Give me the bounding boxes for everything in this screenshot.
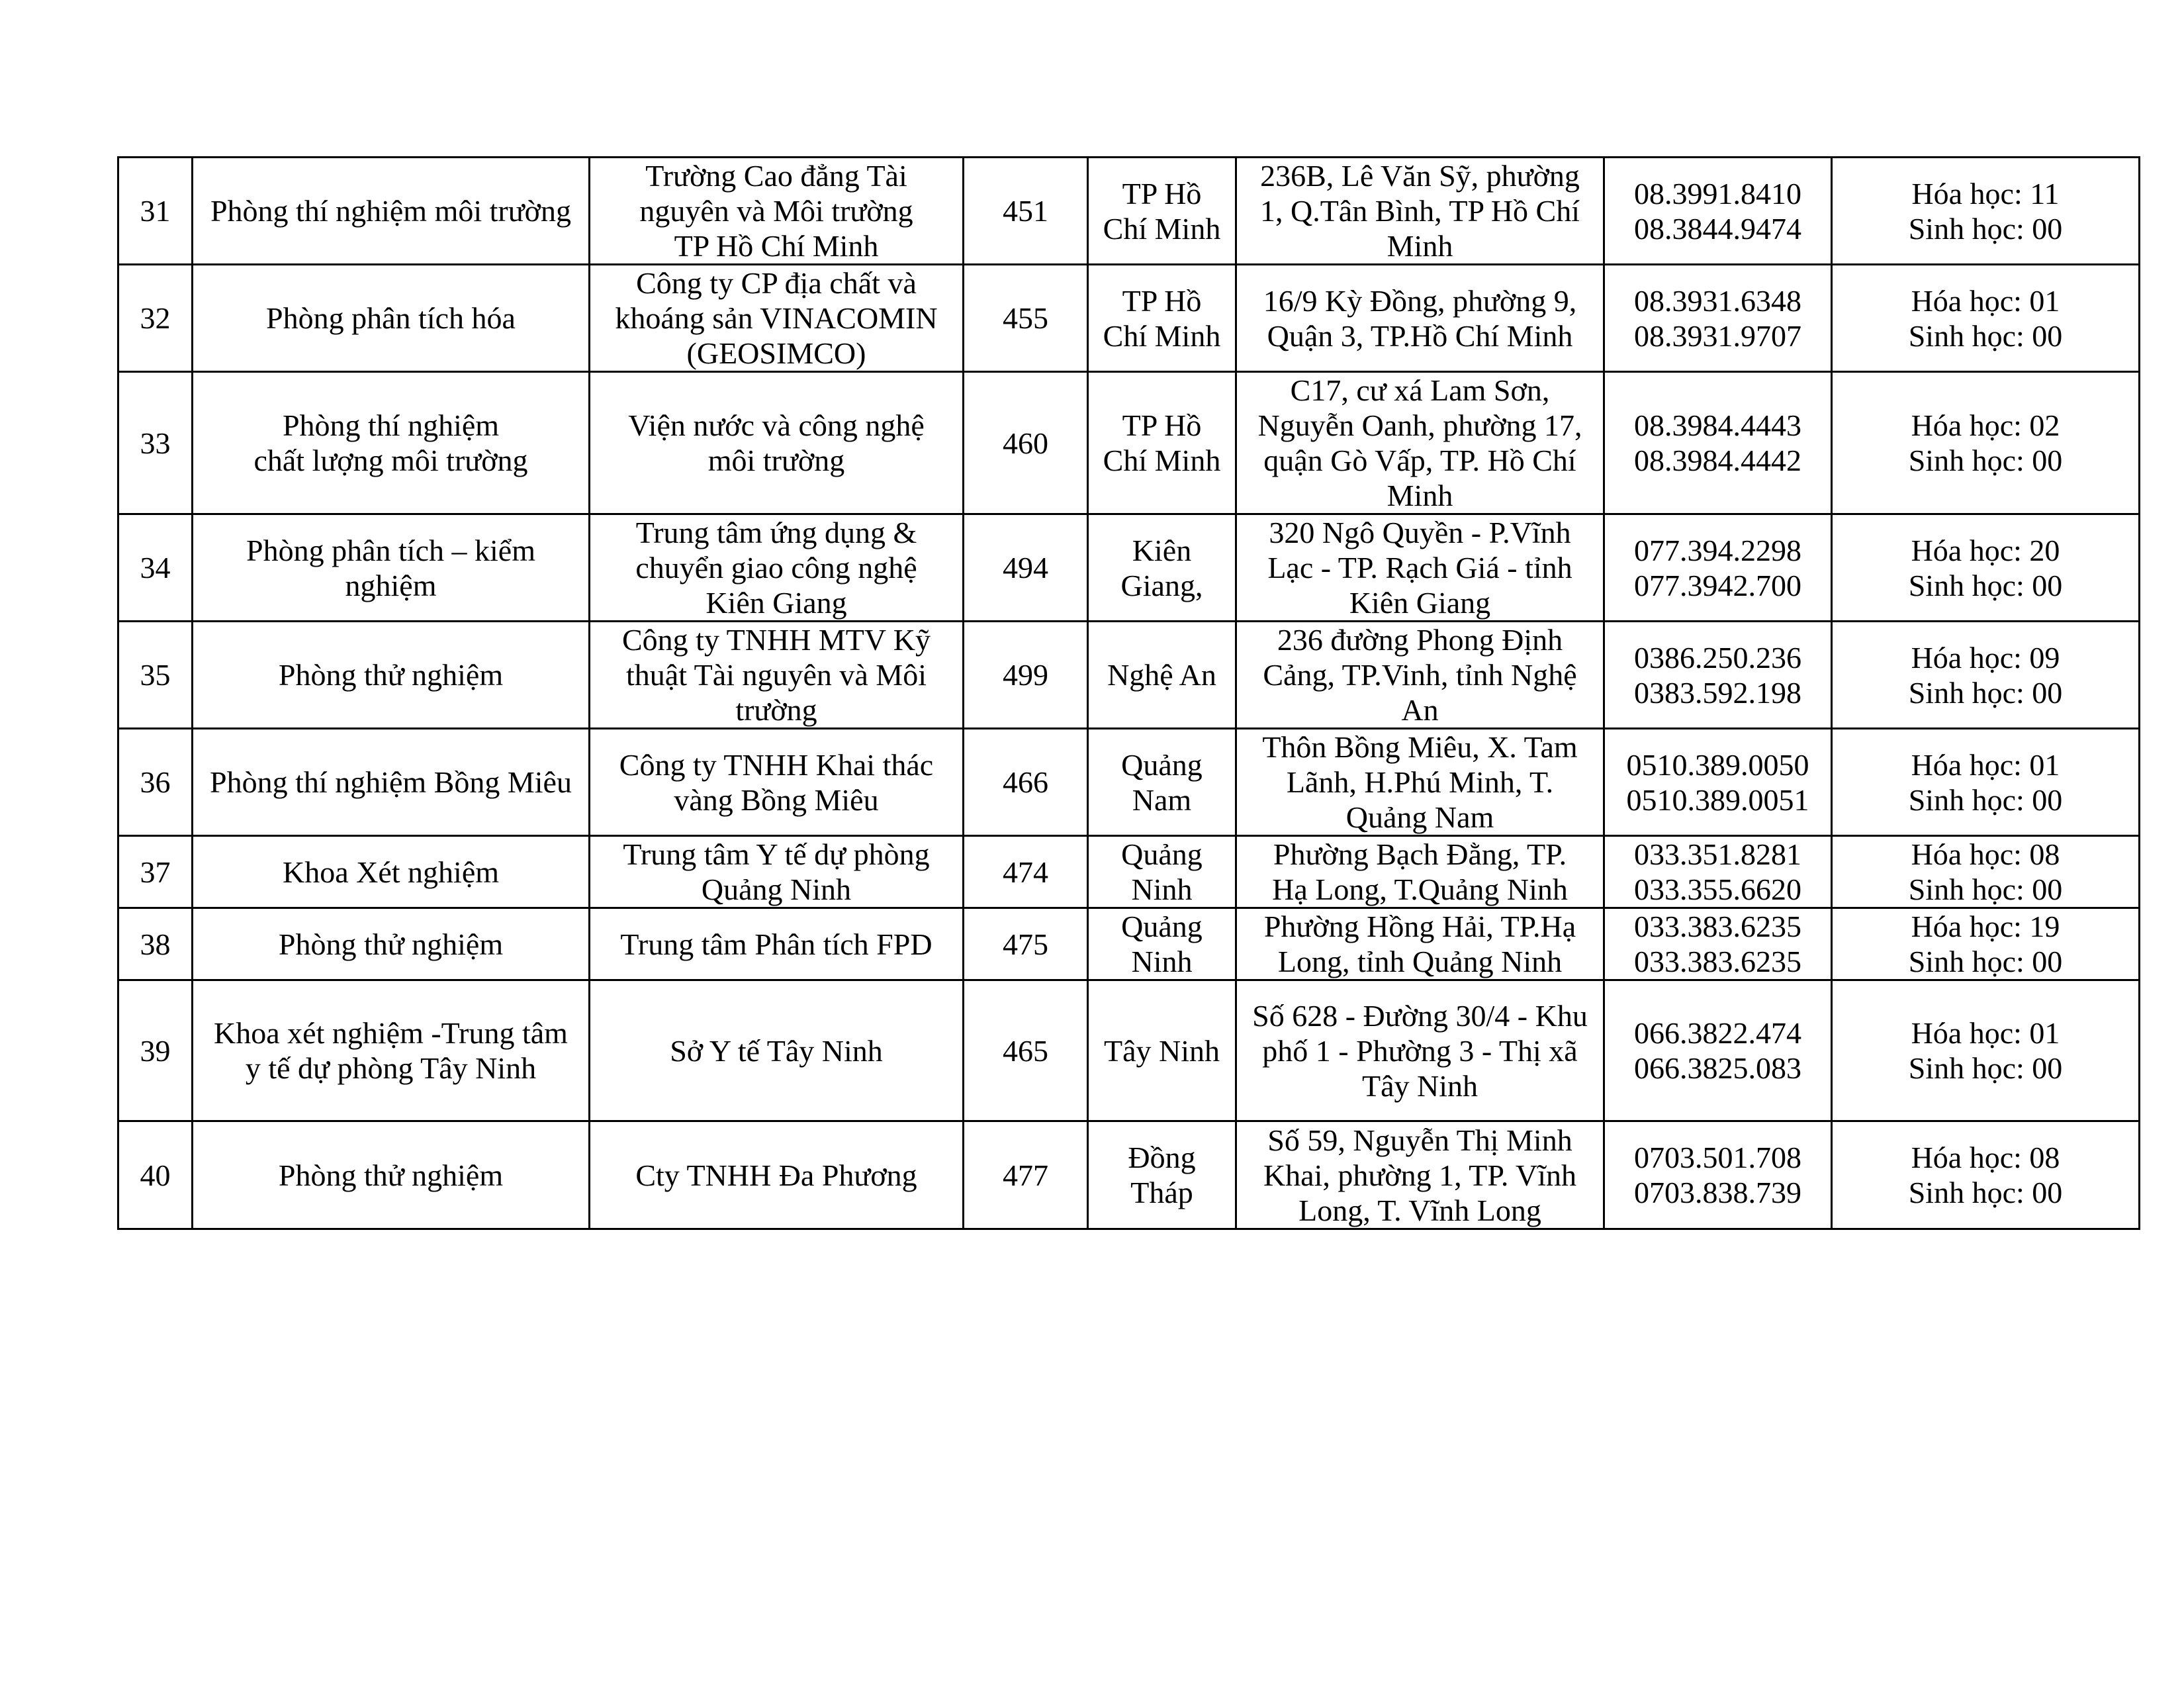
lab-name-cell: [193, 908, 590, 980]
lab-name-line: y tế dự phòng Tây Ninh: [245, 1051, 537, 1085]
address-line: 236B, Lê Văn Sỹ, phường: [1260, 159, 1580, 193]
code-cell: 477: [964, 1121, 1088, 1229]
lab-name-line: Phòng thử nghiệm: [278, 658, 504, 692]
phone-cell: [1604, 908, 1832, 980]
test-fields-cell: [1832, 622, 2140, 729]
test-fields-line: Sinh học: 00: [1908, 568, 2063, 602]
address-line: 16/9 Kỳ Đồng, phường 9,: [1263, 283, 1577, 318]
lab-name-cell: [193, 980, 590, 1121]
province-line: Chí Minh: [1103, 211, 1221, 246]
test-fields-line: Hóa học: 20: [1911, 533, 2060, 567]
test-fields-line: Hóa học: 19: [1911, 910, 2060, 943]
address-line: quận Gò Vấp, TP. Hồ Chí: [1263, 444, 1576, 477]
table-row: [118, 265, 2140, 372]
organization-line: Cty TNHH Đa Phương: [635, 1158, 917, 1192]
address-line: Tây Ninh: [1361, 1068, 1478, 1103]
code-cell: 494: [964, 514, 1088, 622]
address-line: Lạc - TP. Rạch Giá - tỉnh: [1267, 551, 1572, 585]
row-number-cell: 34: [118, 514, 193, 622]
phone-cell: [1604, 372, 1832, 514]
province-line: Giang,: [1120, 568, 1203, 602]
address-line: Minh: [1387, 479, 1453, 512]
test-fields-cell: [1832, 514, 2140, 622]
test-fields-cell: [1832, 265, 2140, 372]
table-row: [118, 729, 2140, 836]
phone-line: 0510.389.0050: [1626, 747, 1809, 782]
address-cell: [1236, 980, 1604, 1121]
organization-cell: [590, 836, 964, 908]
address-line: Cảng, TP.Vinh, tỉnh Nghệ: [1263, 658, 1577, 692]
address-cell: [1236, 836, 1604, 908]
phone-cell: [1604, 514, 1832, 622]
phone-line: 033.383.6235: [1634, 945, 1801, 978]
organization-line: Quảng Ninh: [701, 872, 852, 906]
test-fields-cell: [1832, 729, 2140, 836]
organization-line: thuật Tài nguyên và Môi: [626, 658, 927, 692]
phone-line: 077.394.2298: [1634, 533, 1801, 567]
organization-line: chuyển giao công nghệ: [635, 551, 917, 585]
test-fields-cell: [1832, 372, 2140, 514]
lab-name-line: nghiệm: [345, 568, 437, 602]
table-row: [118, 158, 2140, 265]
test-fields-line: Sinh học: 00: [1908, 211, 2063, 246]
table-row: [118, 836, 2140, 908]
organization-line: nguyên và Môi trường: [639, 194, 913, 228]
address-line: Lãnh, H.Phú Minh, T.: [1286, 765, 1554, 799]
organization-line: (GEOSIMCO): [686, 336, 866, 370]
phone-line: 0383.592.198: [1634, 675, 1801, 710]
phone-cell: [1604, 729, 1832, 836]
address-cell: [1236, 158, 1604, 265]
lab-name-line: Phòng thí nghiệm: [282, 408, 500, 442]
province-cell: [1088, 158, 1236, 265]
address-line: Quận 3, TP.Hồ Chí Minh: [1267, 318, 1573, 353]
phone-line: 0703.838.739: [1634, 1176, 1801, 1209]
test-fields-line: Hóa học: 01: [1911, 283, 2060, 318]
organization-line: Công ty TNHH MTV Kỹ: [622, 623, 931, 657]
organization-cell: [590, 158, 964, 265]
organization-line: môi trường: [707, 444, 845, 477]
province-line: Kiên: [1132, 533, 1192, 567]
organization-cell: [590, 622, 964, 729]
organization-line: Trường Cao đẳng Tài: [645, 159, 907, 193]
test-fields-cell: [1832, 908, 2140, 980]
province-line: TP Hồ: [1122, 176, 1202, 211]
organization-line: Viện nước và công nghệ: [628, 408, 925, 442]
phone-cell: [1604, 980, 1832, 1121]
test-fields-line: Hóa học: 08: [1911, 837, 2060, 871]
organization-line: TP Hồ Chí Minh: [674, 229, 879, 263]
lab-name-line: Phòng thí nghiệm Bồng Miêu: [210, 765, 572, 799]
phone-cell: [1604, 1121, 1832, 1229]
test-fields-cell: [1832, 836, 2140, 908]
province-line: Quảng: [1121, 837, 1203, 871]
lab-name-cell: [193, 372, 590, 514]
address-line: Long, tỉnh Quảng Ninh: [1277, 945, 1563, 978]
code-cell: 465: [964, 980, 1088, 1121]
phone-line: 033.351.8281: [1634, 837, 1801, 871]
phone-line: 08.3991.8410: [1634, 176, 1801, 211]
lab-name-cell: [193, 729, 590, 836]
phone-line: 033.383.6235: [1634, 910, 1801, 943]
address-line: Khai, phường 1, TP. Vĩnh: [1263, 1158, 1577, 1192]
province-cell: [1088, 1121, 1236, 1229]
test-fields-line: Sinh học: 00: [1908, 872, 2063, 906]
phone-line: 0703.501.708: [1634, 1141, 1801, 1174]
phone-line: 08.3984.4442: [1634, 444, 1801, 477]
organization-cell: [590, 372, 964, 514]
address-cell: [1236, 514, 1604, 622]
organization-cell: [590, 514, 964, 622]
lab-name-line: Khoa xét nghiệm -Trung tâm: [214, 1016, 568, 1050]
address-line: 320 Ngô Quyền - P.Vĩnh: [1269, 516, 1571, 549]
organization-line: Công ty TNHH Khai thác: [619, 747, 934, 782]
province-line: Quảng: [1121, 910, 1203, 943]
organization-line: trường: [735, 693, 817, 727]
address-cell: [1236, 1121, 1604, 1229]
province-line: Nam: [1132, 782, 1192, 817]
address-cell: [1236, 622, 1604, 729]
organization-cell: [590, 729, 964, 836]
laboratory-table: [117, 156, 2140, 1230]
phone-line: 077.3942.700: [1634, 568, 1801, 602]
phone-line: 066.3822.474: [1634, 1016, 1801, 1050]
address-line: Phường Hồng Hải, TP.Hạ: [1263, 910, 1576, 943]
organization-line: Trung tâm ứng dụng &: [635, 516, 917, 549]
row-number-cell: 33: [118, 372, 193, 514]
organization-cell: [590, 908, 964, 980]
address-line: 236 đường Phong Định: [1277, 623, 1563, 657]
organization-cell: [590, 265, 964, 372]
address-line: An: [1401, 693, 1439, 727]
phone-cell: [1604, 158, 1832, 265]
test-fields-line: Hóa học: 02: [1911, 408, 2060, 442]
test-fields-line: Hóa học: 01: [1911, 747, 2060, 782]
lab-name-cell: [193, 514, 590, 622]
province-cell: [1088, 836, 1236, 908]
address-line: Nguyễn Oanh, phường 17,: [1257, 408, 1582, 442]
province-cell: [1088, 514, 1236, 622]
lab-name-line: Phòng thí nghiệm môi trường: [210, 194, 572, 228]
phone-line: 0386.250.236: [1634, 640, 1801, 675]
lab-name-cell: [193, 265, 590, 372]
address-line: C17, cư xá Lam Sơn,: [1290, 373, 1550, 407]
phone-line: 08.3984.4443: [1634, 408, 1801, 442]
address-line: Thôn Bồng Miêu, X. Tam: [1262, 730, 1578, 764]
row-number-cell: 35: [118, 622, 193, 729]
table-row: [118, 980, 2140, 1121]
organization-line: vàng Bồng Miêu: [674, 782, 879, 817]
lab-name-cell: [193, 158, 590, 265]
code-cell: 499: [964, 622, 1088, 729]
test-fields-line: Sinh học: 00: [1908, 945, 2063, 978]
province-cell: [1088, 265, 1236, 372]
province-cell: [1088, 729, 1236, 836]
province-line: Tây Ninh: [1103, 1033, 1220, 1068]
row-number-cell: 31: [118, 158, 193, 265]
province-cell: [1088, 372, 1236, 514]
table-row: [118, 622, 2140, 729]
code-cell: 474: [964, 836, 1088, 908]
organization-line: Trung tâm Phân tích FPD: [620, 927, 933, 961]
province-line: Chí Minh: [1103, 318, 1221, 353]
address-line: Long, T. Vĩnh Long: [1298, 1193, 1541, 1227]
address-cell: [1236, 729, 1604, 836]
organization-line: Sở Y tế Tây Ninh: [670, 1033, 883, 1068]
address-line: Quảng Nam: [1345, 800, 1494, 834]
row-number-cell: 36: [118, 729, 193, 836]
phone-line: 0510.389.0051: [1626, 782, 1809, 817]
province-line: Chí Minh: [1103, 444, 1221, 477]
province-line: Nghệ An: [1107, 658, 1216, 692]
table-row: [118, 372, 2140, 514]
province-line: TP Hồ: [1122, 408, 1202, 442]
province-line: Ninh: [1131, 872, 1193, 906]
test-fields-line: Sinh học: 00: [1908, 444, 2063, 477]
table-row: [118, 514, 2140, 622]
address-cell: [1236, 908, 1604, 980]
lab-name-cell: [193, 1121, 590, 1229]
address-line: Số 628 - Đường 30/4 - Khu: [1252, 998, 1588, 1033]
province-line: Tháp: [1130, 1176, 1193, 1209]
organization-line: Kiên Giang: [705, 586, 847, 620]
province-cell: [1088, 980, 1236, 1121]
organization-cell: [590, 1121, 964, 1229]
phone-line: 066.3825.083: [1634, 1051, 1801, 1085]
test-fields-line: Hóa học: 11: [1911, 176, 2060, 211]
test-fields-cell: [1832, 158, 2140, 265]
lab-name-line: Khoa Xét nghiệm: [282, 855, 500, 889]
test-fields-line: Hóa học: 01: [1911, 1016, 2060, 1050]
address-line: Kiên Giang: [1349, 586, 1491, 620]
test-fields-cell: [1832, 980, 2140, 1121]
code-cell: 466: [964, 729, 1088, 836]
code-cell: 460: [964, 372, 1088, 514]
province-cell: [1088, 908, 1236, 980]
organization-cell: [590, 980, 964, 1121]
province-line: Quảng: [1121, 747, 1203, 782]
address-cell: [1236, 265, 1604, 372]
phone-cell: [1604, 265, 1832, 372]
code-cell: 455: [964, 265, 1088, 372]
lab-name-line: Phòng thử nghiệm: [278, 927, 504, 961]
province-line: Ninh: [1131, 945, 1193, 978]
test-fields-line: Sinh học: 00: [1908, 675, 2063, 710]
address-cell: [1236, 372, 1604, 514]
organization-line: Trung tâm Y tế dự phòng: [623, 837, 930, 871]
phone-line: 08.3931.6348: [1634, 283, 1801, 318]
phone-cell: [1604, 622, 1832, 729]
phone-line: 08.3931.9707: [1634, 318, 1801, 353]
table-row: [118, 908, 2140, 980]
lab-name-cell: [193, 836, 590, 908]
test-fields-line: Hóa học: 08: [1911, 1141, 2060, 1174]
address-line: Hạ Long, T.Quảng Ninh: [1272, 872, 1568, 906]
address-line: Minh: [1387, 229, 1453, 263]
test-fields-cell: [1832, 1121, 2140, 1229]
test-fields-line: Hóa học: 09: [1911, 640, 2060, 675]
phone-line: 033.355.6620: [1634, 872, 1801, 906]
lab-name-cell: [193, 622, 590, 729]
row-number-cell: 38: [118, 908, 193, 980]
province-line: Đồng: [1128, 1141, 1196, 1174]
lab-name-line: Phòng phân tích hóa: [266, 301, 516, 335]
test-fields-line: Sinh học: 00: [1908, 1051, 2063, 1085]
row-number-cell: 40: [118, 1121, 193, 1229]
code-cell: 475: [964, 908, 1088, 980]
organization-line: khoáng sản VINACOMIN: [615, 301, 938, 335]
phone-cell: [1604, 836, 1832, 908]
code-cell: 451: [964, 158, 1088, 265]
phone-line: 08.3844.9474: [1634, 211, 1801, 246]
province-line: TP Hồ: [1122, 283, 1202, 318]
organization-line: Công ty CP địa chất và: [636, 266, 917, 300]
address-line: Phường Bạch Đằng, TP.: [1273, 837, 1567, 871]
test-fields-line: Sinh học: 00: [1908, 318, 2063, 353]
test-fields-line: Sinh học: 00: [1908, 782, 2063, 817]
table-row: [118, 1121, 2140, 1229]
lab-name-line: Phòng phân tích – kiểm: [246, 533, 535, 567]
address-line: 1, Q.Tân Bình, TP Hồ Chí: [1259, 194, 1580, 228]
table-body: [118, 158, 2140, 1229]
lab-name-line: chất lượng môi trường: [253, 444, 528, 477]
row-number-cell: 37: [118, 836, 193, 908]
address-line: phố 1 - Phường 3 - Thị xã: [1262, 1033, 1578, 1068]
province-cell: [1088, 622, 1236, 729]
row-number-cell: 39: [118, 980, 193, 1121]
lab-name-line: Phòng thử nghiệm: [278, 1158, 504, 1192]
test-fields-line: Sinh học: 00: [1908, 1176, 2063, 1209]
row-number-cell: 32: [118, 265, 193, 372]
address-line: Số 59, Nguyễn Thị Minh: [1267, 1123, 1572, 1157]
